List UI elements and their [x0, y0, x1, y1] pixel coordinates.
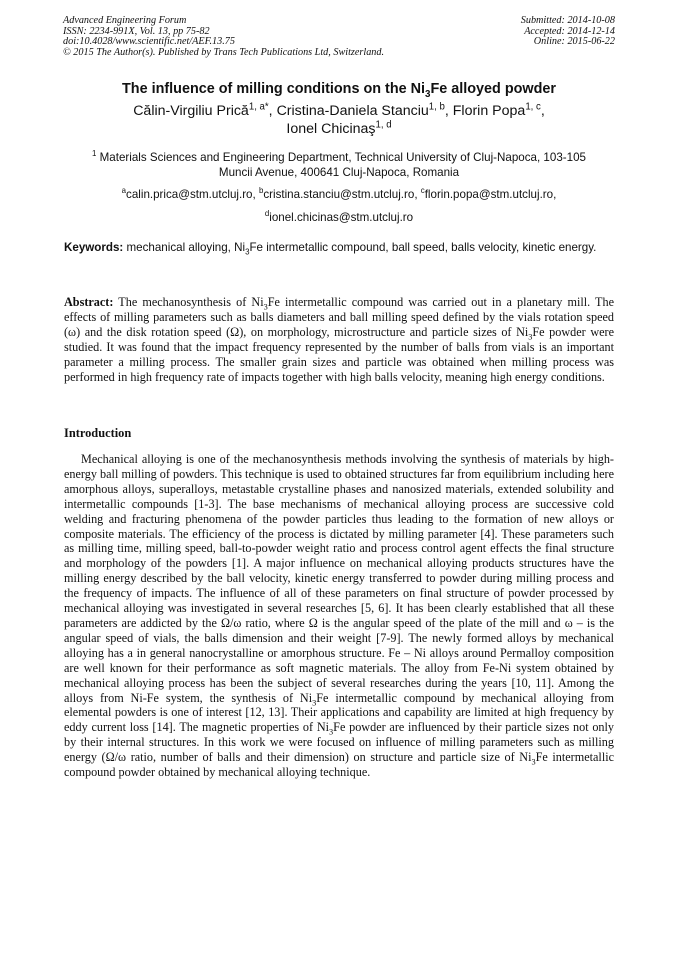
email-separator: ,: [414, 188, 421, 201]
abstract-label: Abstract:: [64, 295, 114, 309]
copyright-line: © 2015 The Author(s). Published by Trans Tech Publications Ltd, Switzerland.: [63, 46, 385, 58]
online-date: Online: 2015-06-22: [533, 36, 615, 48]
email-separator: ,: [252, 188, 259, 201]
introduction-subscript: 3: [531, 757, 536, 767]
author-separator: ,: [444, 103, 453, 119]
author-name: Florin Popa: [452, 103, 526, 119]
abstract-text: The mechanosynthesis of Ni: [113, 295, 264, 309]
accepted-date: Accepted: 2014-12-14: [524, 25, 615, 37]
introduction-text: Fe intermetallic compound powder obtained by mechanical alloying technique.: [64, 750, 614, 780]
abstract-text: Fe powder were studied. It was found that the impact frequency represented by the number of balls from vials is an important parameter a milling process. The smaller grain sizes and particle was obtained when milling process was performed in high frequency rate of impacts together with high balls velocity, meaning high energy conditions.: [64, 324, 614, 384]
title-subscript: 3: [425, 88, 431, 100]
keywords-text: Fe intermetallic compound, ball speed, balls velocity, kinetic energy.: [249, 241, 597, 254]
keywords-text: mechanical alloying, Ni: [123, 241, 246, 254]
email-mark: c: [420, 186, 425, 196]
author-name: Călin-Virgiliu Prică: [133, 103, 249, 119]
author-name: Ionel Chicinaş: [286, 121, 376, 137]
introduction-subscript: 3: [312, 697, 317, 707]
email-link[interactable]: cristina.stanciu@stm.utcluj.ro: [263, 188, 415, 201]
email-link[interactable]: ionel.chicinas@stm.utcluj.ro: [269, 211, 414, 224]
author-affil-mark: 1, a*: [248, 101, 269, 113]
affiliation-line: Muncii Avenue, 400641 Cluj-Napoca, Romania: [218, 166, 460, 179]
introduction-subscript: 3: [329, 727, 334, 737]
abstract-subscript: 3: [263, 302, 268, 312]
introduction-text: Fe powder are influenced by their particle sizes not only by their internal structures. In this work we were focused on influence of milling parameters such as milling energy (Ω/ω ratio, number of balls and their dimension) on structure and particle size of Ni: [64, 720, 615, 765]
keywords-label: Keywords:: [64, 241, 124, 254]
keywords: [64, 240, 614, 257]
abstract-subscript: 3: [528, 332, 533, 342]
title-part: The influence of milling conditions on the Ni: [122, 81, 425, 97]
introduction-heading: Introduction: [64, 426, 132, 440]
abstract-text: Fe intermetallic compound was carried out in a planetary mill. The effects of milling parameters such as balls diameters and ball milling speed defined by the vials rotation speed (ω) and the disk rotation speed (Ω), on morphology, microstructure and particle sizes of Ni: [64, 295, 614, 339]
author-separator: ,: [540, 103, 545, 119]
journal-name: Advanced Engineering Forum: [63, 15, 187, 26]
email-separator: ,: [553, 188, 557, 201]
dates-header: [415, 16, 615, 48]
introduction-body: [64, 452, 614, 780]
abstract: [64, 295, 614, 384]
email-mark: b: [258, 186, 264, 196]
title-part: Fe alloyed powder: [430, 81, 556, 97]
author-affil-mark: 1, d: [375, 119, 392, 131]
journal-doi: doi:10.4028/www.scientific.net/AEF.13.75: [63, 36, 235, 48]
email-list: [40, 183, 638, 229]
paper-title: [40, 81, 638, 98]
affiliation-line: Materials Sciences and Engineering Department, Technical University of Cluj-Napoca, 103-105: [99, 151, 586, 164]
author-name: Cristina-Daniela Stanciu: [276, 103, 429, 119]
introduction-text: Fe intermetallic compound by mechanical alloying from elemental powders is one of interest [12, 13]. Their applications and capability are limited at high frequency by eddy current loss [14]. The magnetic properties of Ni: [64, 690, 614, 735]
email-mark: d: [264, 209, 270, 219]
affiliation: [40, 150, 638, 180]
email-link[interactable]: calin.prica@stm.utcluj.ro: [126, 188, 253, 201]
journal-header: [63, 16, 443, 58]
keywords-subscript: 3: [245, 247, 250, 257]
author-separator: ,: [268, 103, 277, 119]
affiliation-mark: 1: [92, 149, 97, 159]
submitted-date: Submitted: 2014-10-08: [520, 15, 615, 26]
journal-issn: ISSN: 2234-991X, Vol. 13, pp 75-82: [63, 25, 210, 37]
author-affil-mark: 1, c: [525, 101, 541, 113]
author-list: [40, 102, 638, 138]
introduction-text: Mechanical alloying is one of the mechanosynthesis methods involving the synthesis of materials by high-energy ball milling of powders. This technique is used to obtained structures far from equilibrium including here amorphous alloys, superalloys, metastable crystalline phases and nanosized materials, extended solubility and intermetallic compounds [1-3]. The base mechanisms of mechanical alloying process are successive cold welding and fracturing phenomena of the powder particles thus leading to the formation of new alloys or composite materials. The efficiency of the process is dictated by milling parameter [4]. These parameters such as milling time, milling speed, ball-to-powder weight ratio and process control agent effects the final structure and morphology of the powders [1]. A major influence on mechanical alloying products structures have the milling energy described by the ball velocity, kinetic energy transferred to powder during milling process and the frequency of impacts. The influence of all of these parameters on final structure of powder processed by mechanical alloying was investigated in several researches [5, 6]. It has been clearly established that all these parameters are addicted by the Ω/ω ratio, where Ω is the angular speed of the plate of the mill and ω – is the angular speed of vials, the balls dimension and their weight [7-9]. The newly formed alloys by mechanical alloying has a in general nanocrystalline or amorphous structure. Fe – Ni alloys around Permalloy composition are well known for their performance as soft magnetic materials. The alloy from Fe-Ni system obtained by mechanical alloying process has been the subject of several researches during the years [10, 11]. Among the alloys from Ni-Fe system, the synthesis of Ni: [64, 452, 614, 705]
author-affil-mark: 1, b: [428, 101, 445, 113]
email-link[interactable]: florin.popa@stm.utcluj.ro: [424, 188, 554, 201]
email-mark: a: [121, 186, 127, 196]
